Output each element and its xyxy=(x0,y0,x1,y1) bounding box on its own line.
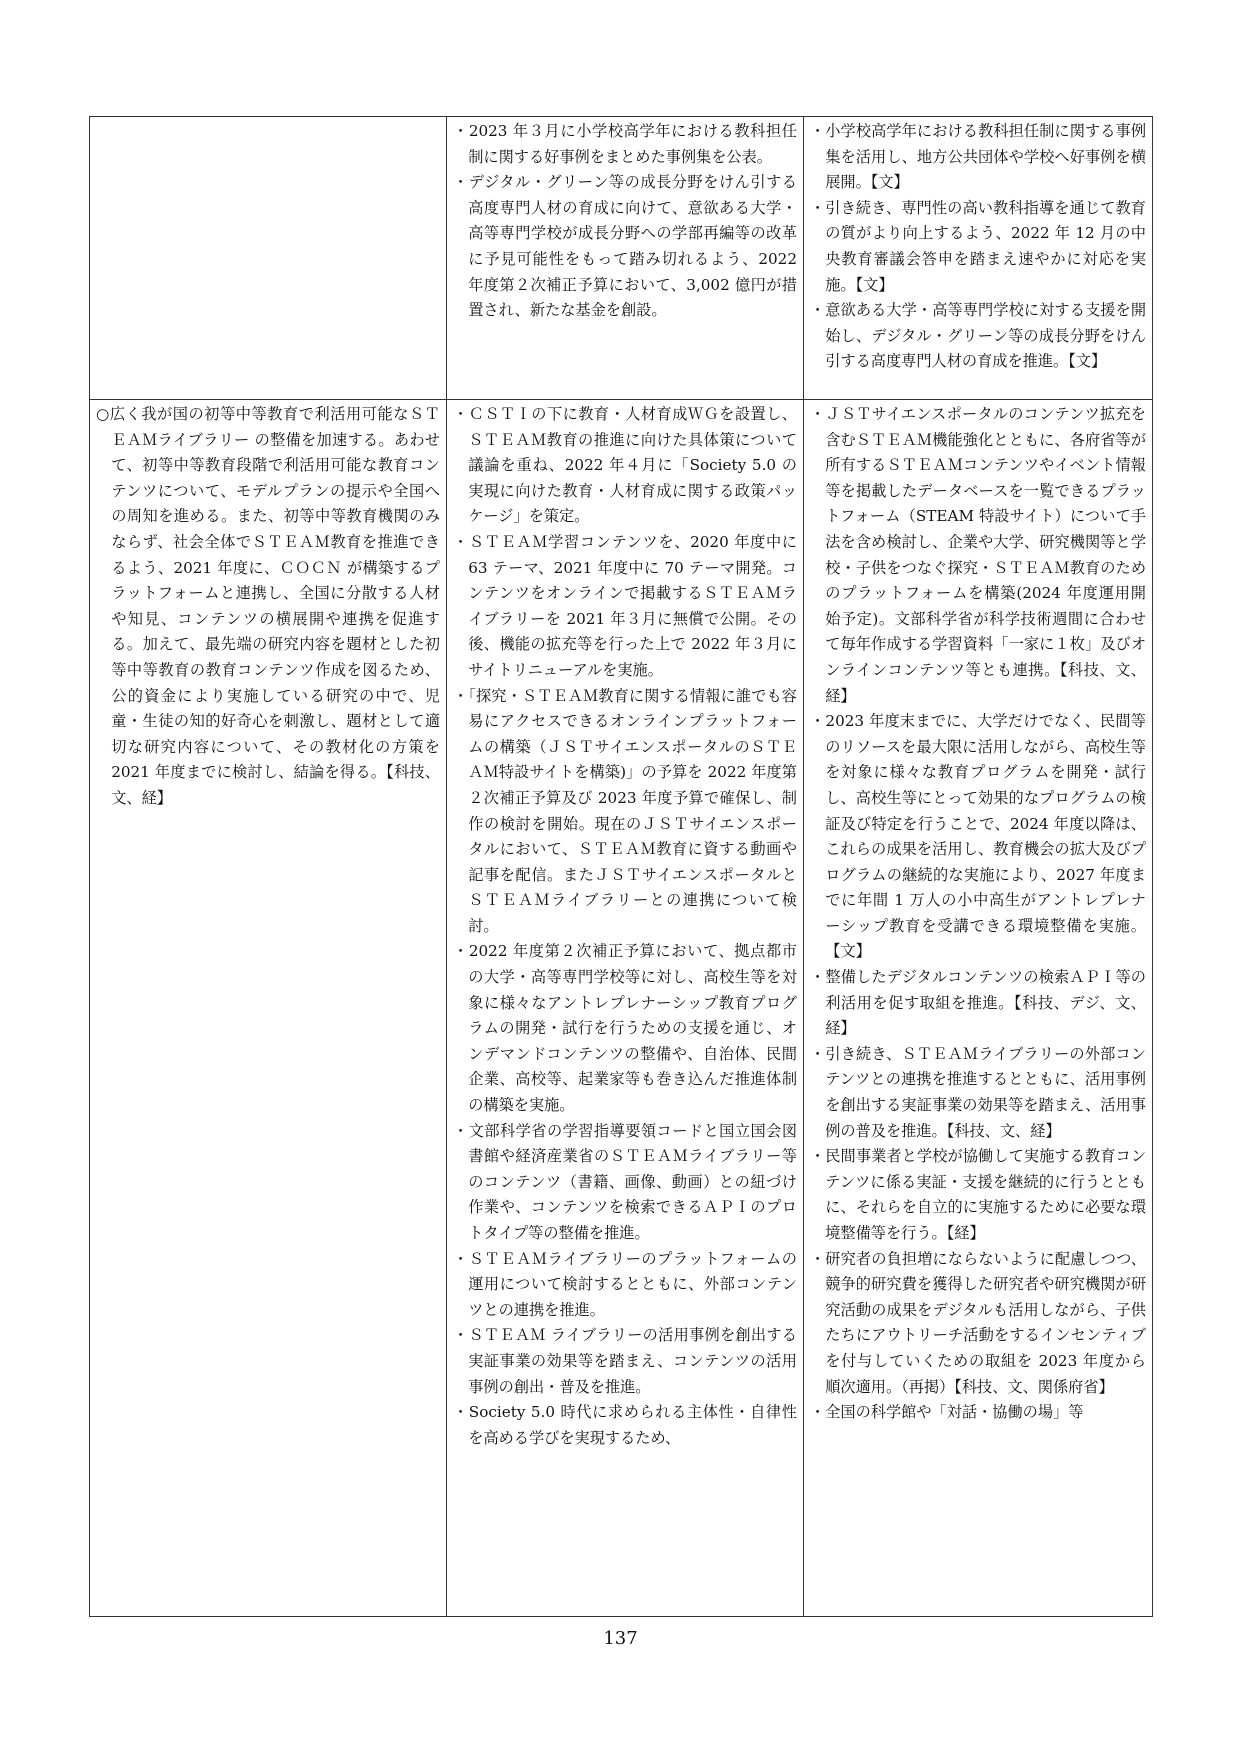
policy-table xyxy=(89,116,1153,1617)
measure-cell xyxy=(90,400,447,1617)
table-row xyxy=(90,117,1153,400)
list-item: ・意欲ある大学・高等専門学校に対する支援を開始し、デジタル・グリーン等の成長分野をけん引する高度専門人材の育成を推進。【文】 xyxy=(810,301,1146,371)
list-item: ・Society 5.0 時代に求められる主体性・自律性を高める学びを実現するため、 xyxy=(453,1403,797,1447)
list-item: ・ＳＴＥＡＭライブラリーのプラットフォームの運用について検討するとともに、外部コンテンツとの連携を推進。 xyxy=(453,1249,797,1319)
measure-cell xyxy=(90,117,447,400)
list-item: ・整備したデジタルコンテンツの検索ＡＰＩ等の利活用を促す取組を推進。【科技、デジ、文、経】 xyxy=(810,968,1146,1038)
list-item: ・引き続き、専門性の高い教科指導を通じて教育の質がより向上するよう、2022 年 12 月の中央教育審議会答申を踏まえ速やかに対応を実施。【文】 xyxy=(810,198,1146,294)
plan-cell xyxy=(804,400,1153,1617)
list-item: ・「探究・ＳＴＥＡＭ教育に関する情報に誰でも容易にアクセスできるオンラインプラットフォームの構築（ＪＳＴサイエンスポータルのＳＴＥＡＭ特設サイトを構築)」の予算を 2022 年度第２次補正予算及び 2023 年度予算で確保し、制作の検討を開始。現在のＪＳＴサイエンスポータルにおいて、ＳＴＥＡＭ教育に資する動画や記事を配信。またＪＳＴサイエンスポータルとＳＴＥＡＭライブラリーとの連携について検討。 xyxy=(453,686,797,935)
list-item: ・民間事業者と学校が協働して実施する教育コンテンツに係る実証・支援を継続的に行うとともに、それらを自立的に実施するために必要な環境整備等を行う。【経】 xyxy=(810,1147,1146,1242)
measure-text: ○広く我が国の初等中等教育で利活用可能なＳＴＥＡＭライブラリー の整備を加速する。あわせて、初等中等教育段階で利活用可能な教育コンテンツについて、モデルプランの提示や全国への周知を進める。また、初等中等教育機関のみならず、社会全体でＳＴＥＡＭ教育を推進できるよう、2021 年度に、ＣＯＣＮ が構築するプラットフォームと連携し、全国に分散する人材や知見、コンテンツの横展開や連携を促進する。加えて、最先端の研究内容を題材とした初等中等教育の教育コンテンツ作成を図るため、公的資金により実施している研究の中で、児童・生徒の知的好奇心を刺激し、題材として適切な研究内容について、その教材化の方策を 2021 年度までに検討し、結論を得る。【科技、文、経】 xyxy=(96,405,440,807)
list-item: ・2022 年度第２次補正予算において、拠点都市の大学・高等専門学校等に対し、高校生等を対象に様々なアントレプレナーシップ教育プログラムの開発・試行を行うための支援を通じ、オンデマンドコンテンツの整備や、自治体、民間企業、高校等、起業家等も巻き込んだ推進体制の構築を実施。 xyxy=(453,942,797,1115)
list-item: ・研究者の負担増にならないように配慮しつつ、競争的研究費を獲得した研究者や研究機関が研究活動の成果をデジタルも活用しながら、子供たちにアウトリーチ活動をするインセンティブを付与していくための取組を 2023 年度から順次適用。（再掲）【科技、文、関係府省】 xyxy=(810,1249,1146,1396)
list-item: ・引き続き、ＳＴＥＡＭライブラリーの外部コンテンツとの連携を推進するとともに、活用事例を創出する実証事業の効果等を踏まえ、活用事例の普及を推進。【科技、文、経】 xyxy=(810,1044,1146,1140)
list-item: ・2023 年３月に小学校高学年における教科担任制に関する好事例をまとめた事例集を公表。 xyxy=(453,122,797,166)
progress-cell xyxy=(447,117,804,400)
list-item: ・ＳＴＥＡＭ ライブラリーの活用事例を創出する実証事業の効果等を踏まえ、コンテンツの活用事例の創出・普及を推進。 xyxy=(453,1326,797,1396)
table-row xyxy=(90,400,1153,1617)
page-number: 137 xyxy=(603,1628,638,1649)
document-page xyxy=(89,116,1152,1617)
list-item: ・文部科学省の学習指導要領コードと国立国会図書館や経済産業省のＳＴＥＡＭライブラリー等のコンテンツ（書籍、画像、動画）との紐づけ作業や、コンテンツを検索できるＡＰＩのプロトタイプ等の整備を推進。 xyxy=(453,1121,797,1242)
list-item: ・デジタル・グリーン等の成長分野をけん引する高度専門人材の育成に向けて、意欲ある大学・高等専門学校が成長分野への学部再編等の改革に予見可能性をもって踏み切れるよう、2022 年度第２次補正予算において、3,002 億円が措置され、新たな基金を創設。 xyxy=(453,173,797,320)
plan-cell xyxy=(804,117,1153,400)
list-item: ・ＣＳＴＩの下に教育・人材育成ＷＧを設置し、ＳＴＥＡＭ教育の推進に向けた具体策について議論を重ね、2022 年４月に「Society 5.0 の実現に向けた教育・人材育成に関する政策パッケージ」を策定。 xyxy=(453,405,797,526)
progress-cell xyxy=(447,400,804,1617)
list-item: ・小学校高学年における教科担任制に関する事例集を活用し、地方公共団体や学校へ好事例を横展開。【文】 xyxy=(810,122,1147,192)
list-item: ・ＳＴＥＡＭ学習コンテンツを、2020 年度中に 63 テーマ、2021 年度中に 70 テーマ開発。コンテンツをオンラインで掲載するＳＴＥＡＭライブラリーを 2021 年３月に無償で公開。その後、機能の拡充等を行った上で 2022 年３月にサイトリニューアルを実施。 xyxy=(453,532,797,679)
list-item: ・ＪＳＴサイエンスポータルのコンテンツ拡充を含むＳＴＥＡＭ機能強化とともに、各府省等が所有するＳＴＥＡＭコンテンツやイベント情報等を掲載したデータベースを一覧できるプラットフォーム（STEAM 特設サイト）について手法を含め検討し、企業や大学、研究機関等と学校・子供をつなぐ探究・ＳＴＥＡＭ教育のためのプラットフォームを構築(2024 年度運用開始予定)。文部科学省が科学技術週間に合わせて毎年作成する学習資料「一家に１枚」及びオンラインコンテンツ等とも連携。【科技、文、経】 xyxy=(810,405,1146,705)
list-item: ・全国の科学館や「対話・協働の場」等 xyxy=(810,1403,1084,1422)
list-item: ・2023 年度末までに、大学だけでなく、民間等のリソースを最大限に活用しながら、高校生等を対象に様々な教育プログラムを開発・試行し、高校生等にとって効果的なプログラムの検証及び特定を行うことで、2024 年度以降は、これらの成果を活用し、教育機会の拡大及びプログラムの継続的な実施により、2027 年度までに年間 1 万人の小中高生がアントレプレナーシップ教育を受講できる環境整備を実施。【文】 xyxy=(810,712,1146,961)
